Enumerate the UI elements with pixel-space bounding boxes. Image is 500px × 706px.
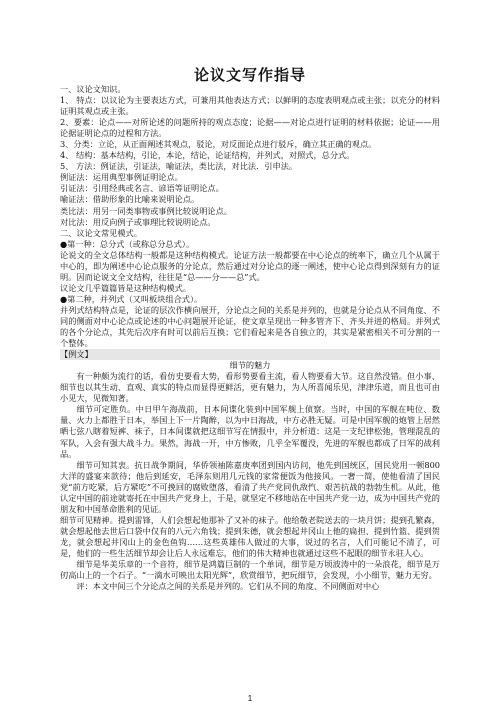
paragraph-category: 3、分类：立论，从正面阐述其观点，驳论，对反面论点进行驳斥，确立其正确的观点。 [60,139,377,150]
mode-heading: ●第一种：总分式（或称总分总式）。 [60,238,195,249]
mode-heading: ●第二种，并列式（又叫板块组合式）。 [60,293,203,304]
example-paragraph: 细节可定胜负。中日甲午海战前，日本间谍化装到中国军舰上侦察。当时，中国的军舰在吨位、数量、火力上都胜于日本，举国上下一片陶醉，以为中日海战，中方必胜无疑。可是中国军舰的炮管上居然晒七弦八瞎着短裤、袜子，日本间谍就把这细节写在情报中，并分析道：这是一支纪律松弛，管理混乱的军队，入会有强大战斗力。果然，海战一开，中方惨败，几乎全军覆没，先进的军舰也都成了日军的战利品。 [60,404,440,459]
example-label: 【例文】 [60,349,440,360]
paragraph-elements: 2、要素：论点——对所论述的问题所持的观点态度；论据——对论点进行证明的材料依据；论证——用论据证明论点的过程和方法。 [60,117,440,139]
page-number: 1 [247,694,253,703]
section-heading: 一、议论文知识。 [60,84,126,94]
method-contrast: 对比法：用反向例子或事理比较说明论点。 [60,216,216,227]
paragraph-methods: 5、 方法：例证法，引证法，喻证法，类比法，对比法．引申法。 [60,161,298,172]
paragraph-mode-two: 并列式结构特点是，论证的层次作横向展开，分论点之间的关系是并列的，也就是分论点从不同角度、不同的侧面对中心论点或论述的中心问题展开论证，使文章呈现出一种多管齐下、齐头并进的格局。并列式的各个分论点，其先后次序有时可以前后互换；它们看起来是各自独立的，其实是紧密相关不可分割的一个整体。 [60,304,440,349]
method-example: 例证法：运用典型事例证明论点。 [60,172,183,183]
method-metaphor: 喻证法：借助形象的比喻来说明论点。 [60,194,200,205]
section-heading: 二、议论文常见模式。 [60,227,142,238]
example-paragraph: 细节可知其衷。抗日战争期间，华侨领袖陈嘉庚率团到国内访问，他先到国统区，国民党用一顿800大洋的盛宴来款待；他后到延安，毛泽东则用几元钱的家常便饭为他接风。一奢一简，使他看清了国民党“前方吃紧，后方紧吃”不可挽回的腐败堕落，看清了共产党同仇敌忾、艰苦抗战的勃勃生机。从此，他认定中国的前途就寄托在中国共产党身上，于是，就坚定不移地站在中国共产党一边，成为中国共产党的朋友和中国革命胜利的见证。 [60,459,440,514]
comment-paragraph: 评：本文中间三个分论点之间的关系是并列的。它们从不同的角度、不同侧面对中心 [76,581,380,592]
paragraph-mode-one: 论说文的全文总体结构一般都是这种结构模式。论证方法一般都要在中心论点的统率下，确立几个从属于中心的，即为阐述中心论点服务的分论点，然后通过对分论点的逐一阐述，使中心论点得到深刻有力的证明。因而论说文全文结构，往往是“总——分——总”式。 [60,249,440,282]
method-quote: 引证法：引用经典或名言、谚语等证明论点。 [60,183,224,194]
paragraph-mode-one-note: 议论文几乎篇篇皆是这种结构模式。 [60,282,192,293]
example-paragraph: 细节是华美乐章的一个音符，细节是鸿篇巨制的一个单词，细节是万顷波涛中的一朵浪花，细节是万仞高山上的一个石子。“一滴水可映出太阳光辉”，欣赏细节，把玩细节，会发现，小小细节，魅力无穷。 [60,559,440,581]
paragraph-structure: 4、 结构：基本结构，引论，本论，结论，论证结构，并列式，对照式，总分式。 [60,150,355,161]
example-title: 细节的魅力 [229,360,271,371]
example-paragraph: 有一种颇为流行的话，看仿史要看大势，看形势要看主流，看人物要看大节。这自然没错。但小事、细节也以其生动、直观、真实的特点而显得更鲜活，更有魅力，为人所喜闻乐见，津津乐道，而且也可由小见大，见微知著。 [60,371,440,404]
example-paragraph: 细节可见精神。提到雷锋，人们会想起他那补了又补的袜子。他给敬老院送去的一块月饼；提到孔繁森，就会想起他去世后口袋中仅有的八元六角钱；提到朱德，就会想起井冈山上他的扁担、提到竹篮、提到贺龙，就会想起井冈山上的金色鱼钩……这些英雄伟人做过的大事，说过的名言，人们可能记不清了，可是，他们的一些生活细节却会让后人永远难忘，他们的伟大精神也就通过这些不起眼的细节永驻人心。 [60,514,440,558]
document-body [60,84,440,592]
paragraph-feature: 1、 特点：以议论为主要表达方式，可兼用其他表达方式；以鲜明的态度表明观点或主张；以充分的材料证明其观点或主张。 [60,95,440,117]
page-title: 论议文写作指导 [193,66,306,84]
method-analogy: 类比法：用另一同类事物或事例比较说明论点。 [60,205,232,216]
